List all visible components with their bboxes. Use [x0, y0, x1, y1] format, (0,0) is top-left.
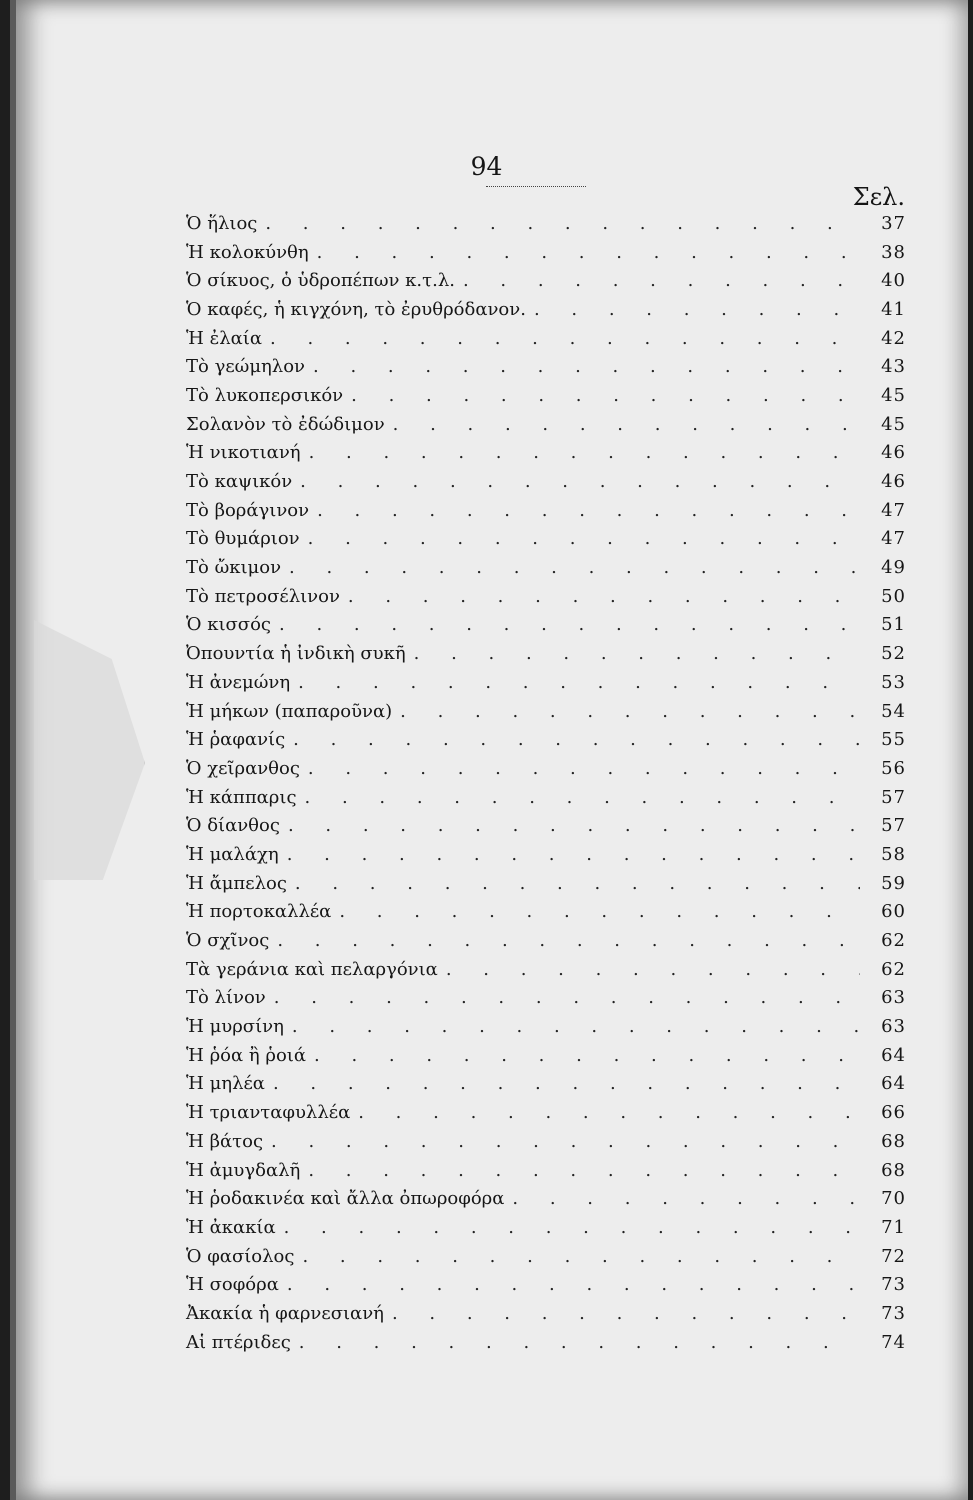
toc-entry [186, 1041, 906, 1070]
toc-entry [186, 496, 906, 525]
dot-leader [295, 873, 860, 894]
dot-leader [287, 1274, 860, 1295]
toc-entry [186, 1299, 906, 1328]
toc-entry [186, 1070, 906, 1099]
dot-leader [265, 213, 860, 234]
toc-entry-page: 47 [881, 528, 906, 550]
toc-entry-title: Ἡ κάππαρις [186, 786, 297, 808]
toc-entry [186, 898, 906, 927]
toc-entry [186, 439, 906, 468]
toc-entry-title: Ὁ σχῖνος [186, 930, 270, 952]
toc-entry-page: 64 [881, 1073, 906, 1095]
dot-leader [348, 586, 860, 607]
toc-entry [186, 525, 906, 554]
dot-leader [463, 270, 860, 291]
toc-entry-page: 74 [881, 1331, 906, 1353]
toc-entry-title: Τὰ γεράνια καὶ πελαργόνια [186, 958, 438, 980]
toc-entry-page: 45 [881, 413, 906, 435]
toc-entry-page: 68 [881, 1159, 906, 1181]
dot-leader [534, 299, 860, 320]
toc-entry-title: Τὸ βοράγινον [186, 499, 310, 521]
toc-entry [186, 668, 906, 697]
dot-leader [289, 557, 860, 578]
dot-leader [298, 672, 860, 693]
dot-leader [288, 815, 860, 836]
toc-entry [186, 639, 906, 668]
toc-entry [186, 1328, 906, 1357]
toc-entry-page: 47 [881, 499, 906, 521]
dot-leader [358, 1102, 860, 1123]
toc-entry-title: Ὁ φασίολος [186, 1245, 295, 1267]
toc-entry [186, 1270, 906, 1299]
toc-entry [186, 869, 906, 898]
dot-leader [302, 1246, 860, 1267]
toc-entry-title: Ὁ δίανθος [186, 815, 280, 837]
dot-leader [400, 701, 860, 722]
toc-entry-page: 58 [881, 843, 906, 865]
dot-leader [309, 442, 860, 463]
dot-leader [279, 614, 860, 635]
toc-entry-page: 73 [881, 1274, 906, 1296]
toc-entry-page: 63 [881, 1016, 906, 1038]
toc-entry-page: 50 [881, 585, 906, 607]
toc-entry [186, 697, 906, 726]
toc-entry-page: 71 [881, 1216, 906, 1238]
dot-leader [392, 1303, 860, 1324]
table-of-contents [186, 209, 906, 1357]
toc-entry-page: 62 [881, 958, 906, 980]
toc-entry-title: Τὸ θυμάριον [186, 528, 300, 550]
dot-leader [274, 987, 860, 1008]
dot-leader [414, 643, 860, 664]
toc-entry-title: Ἡ τριανταφυλλέα [186, 1102, 351, 1124]
toc-entry-title: Ἡ ῥοδακινέα καὶ ἄλλα ὀπωροφόρα [186, 1188, 505, 1210]
toc-entry [186, 926, 906, 955]
dot-leader [293, 729, 860, 750]
toc-entry-page: 41 [881, 298, 906, 320]
dot-leader [292, 1016, 860, 1037]
toc-entry [186, 582, 906, 611]
toc-entry-title: Ἡ μυρσίνη [186, 1016, 284, 1038]
toc-entry-title: Ἡ ῥόα ἢ ῥοιά [186, 1044, 307, 1066]
toc-entry-page: 60 [881, 901, 906, 923]
toc-entry-title: Ἡ μήκων (παπαροῦνα) [186, 700, 393, 722]
toc-entry-title: Ἡ ἐλαία [186, 327, 263, 349]
toc-entry-page: 45 [881, 384, 906, 406]
toc-entry-page: 40 [881, 270, 906, 292]
toc-entry [186, 1098, 906, 1127]
dot-leader [270, 328, 860, 349]
toc-entry [186, 238, 906, 267]
dot-leader [299, 1332, 860, 1353]
toc-entry-title: Ὁ ἥλιος [186, 212, 258, 234]
toc-entry-title: Ἡ κολοκύνθη [186, 241, 309, 263]
toc-entry-page: 62 [881, 930, 906, 952]
toc-entry-title: Τὸ ὤκιμον [186, 557, 282, 579]
toc-entry-page: 57 [881, 786, 906, 808]
toc-entry-title: Ἡ σοφόρα [186, 1274, 279, 1296]
toc-entry-page: 51 [881, 614, 906, 636]
toc-entry-title: Αἱ πτέριδες [186, 1331, 291, 1353]
toc-entry-title: Τὸ πετροσέλινον [186, 585, 340, 607]
toc-entry-title: Ἡ πορτοκαλλέα [186, 901, 332, 923]
toc-entry [186, 955, 906, 984]
toc-entry [186, 783, 906, 812]
toc-entry [186, 410, 906, 439]
dot-leader [287, 844, 860, 865]
toc-entry-page: 38 [881, 241, 906, 263]
dot-leader [300, 471, 860, 492]
toc-entry [186, 1012, 906, 1041]
toc-entry-page: 52 [881, 643, 906, 665]
toc-entry [186, 1156, 906, 1185]
toc-entry [186, 324, 906, 353]
dot-leader [277, 930, 860, 951]
toc-entry [186, 811, 906, 840]
dot-leader [339, 901, 860, 922]
toc-entry-page: 43 [881, 356, 906, 378]
header-rule [486, 186, 586, 187]
toc-entry [186, 840, 906, 869]
toc-entry [186, 209, 906, 238]
toc-entry [186, 1184, 906, 1213]
dot-leader [305, 787, 860, 808]
dot-leader [393, 414, 860, 435]
toc-entry-title: Τὸ γεώμηλον [186, 356, 305, 378]
toc-entry-title: Τὸ λυκοπερσικόν [186, 384, 344, 406]
toc-entry [186, 984, 906, 1013]
toc-entry-title: Ἡ ῥαφανίς [186, 729, 286, 751]
toc-entry-page: 37 [881, 212, 906, 234]
dot-leader [446, 959, 860, 980]
dot-leader [308, 1160, 860, 1181]
toc-entry [186, 295, 906, 324]
toc-entry [186, 725, 906, 754]
toc-entry-page: 72 [881, 1245, 906, 1267]
toc-entry-title: Σολανὸν τὸ ἐδώδιμον [186, 413, 385, 435]
toc-entry-page: 54 [881, 700, 906, 722]
toc-entry [186, 467, 906, 496]
dot-leader [308, 528, 860, 549]
torn-page-edge [34, 620, 145, 880]
toc-entry-title: Ἡ βάτος [186, 1130, 264, 1152]
toc-entry-title: Ἡ ἀνεμώνη [186, 671, 291, 693]
toc-entry [186, 553, 906, 582]
toc-entry [186, 352, 906, 381]
toc-entry-title: Ὀπουντία ἡ ἰνδικὴ συκῆ [186, 643, 406, 665]
toc-entry-title: Ἡ ἀμυγδαλῆ [186, 1159, 301, 1181]
toc-entry-page: 70 [881, 1188, 906, 1210]
toc-entry-title: Ὁ χεῖρανθος [186, 757, 300, 779]
toc-entry-page: 63 [881, 987, 906, 1009]
toc-entry-page: 49 [881, 557, 906, 579]
dot-leader [284, 1217, 860, 1238]
toc-entry-page: 73 [881, 1302, 906, 1324]
dot-leader [317, 242, 860, 263]
dot-leader [317, 500, 860, 521]
dot-leader [351, 385, 860, 406]
toc-entry-title: Ἀκακία ἡ φαρνεσιανή [186, 1302, 384, 1324]
toc-entry-title: Ἡ νικοτιανή [186, 442, 301, 464]
toc-entry-page: 53 [881, 671, 906, 693]
toc-entry-title: Ὁ καφές, ἡ κιγχόνη, τὸ ἐρυθρόδανον. [186, 298, 526, 320]
toc-entry-page: 55 [881, 729, 906, 751]
toc-entry [186, 754, 906, 783]
toc-entry-page: 46 [881, 442, 906, 464]
toc-entry [186, 611, 906, 640]
page-column-header: Σελ. [852, 183, 905, 211]
toc-entry-page: 46 [881, 471, 906, 493]
toc-entry-title: Ἡ ἄμπελος [186, 872, 287, 894]
toc-entry-page: 64 [881, 1044, 906, 1066]
dot-leader [313, 356, 860, 377]
dot-leader [314, 1045, 860, 1066]
dot-leader [512, 1188, 860, 1209]
toc-entry [186, 381, 906, 410]
dot-leader [273, 1073, 860, 1094]
toc-entry-title: Τὸ λίνον [186, 987, 266, 1009]
toc-entry-page: 42 [881, 327, 906, 349]
toc-entry-title: Τὸ καψικόν [186, 471, 293, 493]
toc-entry-title: Ἡ μηλέα [186, 1073, 265, 1095]
toc-entry-page: 59 [881, 872, 906, 894]
toc-entry-page: 56 [881, 757, 906, 779]
dot-leader [271, 1131, 860, 1152]
toc-entry-page: 68 [881, 1130, 906, 1152]
toc-entry-page: 66 [881, 1102, 906, 1124]
toc-entry [186, 266, 906, 295]
toc-entry [186, 1213, 906, 1242]
toc-entry [186, 1127, 906, 1156]
toc-entry-title: Ὁ κισσός [186, 614, 271, 636]
toc-entry-title: Ἡ ἀκακία [186, 1216, 276, 1238]
page-number: 94 [470, 152, 503, 181]
toc-entry-page: 57 [881, 815, 906, 837]
toc-entry-title: Ἡ μαλάχη [186, 843, 279, 865]
dot-leader [308, 758, 860, 779]
toc-entry-title: Ὁ σίκυος, ὁ ὑδροπέπων κ.τ.λ. [186, 270, 455, 292]
toc-entry [186, 1242, 906, 1271]
